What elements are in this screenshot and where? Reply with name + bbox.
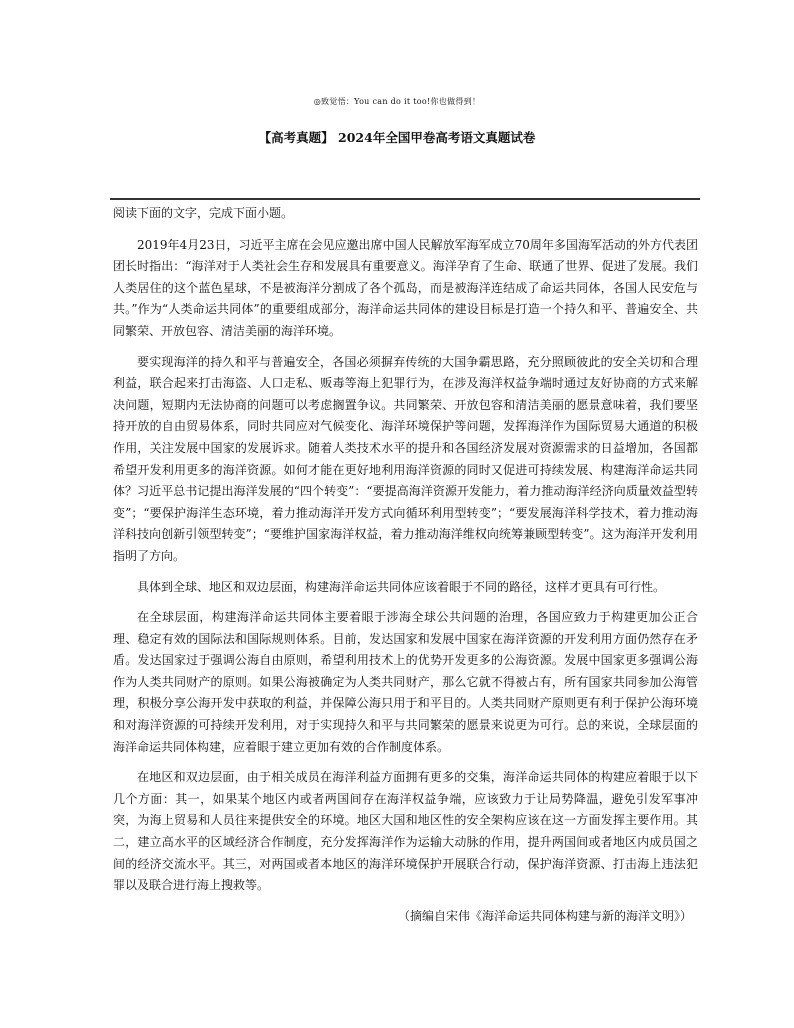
header-note: ◎致觉悟：You can do it too!你也做得到！: [313, 97, 481, 106]
source-citation: （摘编自宋伟《海洋命运共同体构建与新的海洋文明》）: [397, 908, 692, 923]
reading-passage: [113, 203, 698, 927]
instruction-text: 阅读下面的文字，完成下面小题。: [113, 206, 294, 220]
paragraph-3: 具体到全球、地区和双边层面，构建海洋命运共同体应该着眼于不同的路径，这样才更具有可行性。: [137, 579, 666, 594]
paragraph-2: 要实现海洋的持久和平与普遍安全，各国必须摒弃传统的大国争霸思路，充分照顾彼此的安全关切和合理利益，联合起来打击海盗、人口走私、贩毒等海上犯罪行为，在涉及海洋权益争端时通过友好协商的方式来解决问题，短期内无法协商的问题可以考虑搁置争议。共同繁荣、开放包容和清洁美丽的愿景意味着，我们要坚持开放的自由贸易体系，同时共同应对气候变化、海洋环境保护等问题，发挥海洋作为国际贸易大通道的积极作用，关注发展中国家的发展诉求。随着人类技术水平的提升和各国经济发展对资源需求的日益增加，各国都希望开发利用更多的海洋资源。如何才能在更好地利用海洋资源的同时又促进可持续发展、构建海洋命运共同体？习近平总书记提出海洋发展的“四个转变”：“要提高海洋资源开发能力，着力推动海洋经济向质量效益型转变”；“要保护海洋生态环境，着力推动海洋开发方式向循环利用型转变”；“要发展海洋科学技术，着力推动海洋科技向创新引领型转变”；“要维护国家海洋权益，着力推动海洋维权向统筹兼顾型转变”。这为海洋开发利用指明了方向。: [113, 354, 698, 563]
document-title: 【高考真题】 2024年全国甲卷高考语文真题试卷: [258, 130, 536, 145]
paragraph-4: 在全球层面，构建海洋命运共同体主要着眼于涉海全球公共问题的治理，各国应致力于构建更加公正合理、稳定有效的国际法和国际规则体系。目前，发达国家和发展中国家在海洋资源的开发利用方面仍然存在矛盾。发达国家过于强调公海自由原则，希望利用技术上的优势开发更多的公海资源。发展中国家更多强调公海作为人类共同财产的原则。如果公海被确定为人类共同财产，那么它就不得被占有，所有国家共同参加公海管理，积极分享公海开发中获取的利益，并保障公海只用于和平目的。人类共同财产原则更有利于保护公海环境和对海洋资源的可持续开发利用，对于实现持久和平与共同繁荣的愿景来说更为可行。总的来说，全球层面的海洋命运共同体构建，应着眼于建立更加有效的合作制度体系。: [113, 610, 698, 754]
divider-line: [110, 198, 700, 200]
paragraph-1: 2019年4月23日，习近平主席在会见应邀出席中国人民解放军海军成立70周年多国海军活动的外方代表团团长时指出：“海洋对于人类社会生存和发展具有重要意义。海洋孕育了生命、联通了世界、促进了发展。我们人类居住的这个蓝色星球，不是被海洋分割成了各个孤岛，而是被海洋连结成了命运共同体，各国人民安危与共。”作为“人类命运共同体”的重要组成部分，海洋命运共同体的建设目标是打造一个持久和平、普遍安全、共同繁荣、开放包容、清洁美丽的海洋环境。: [113, 237, 698, 338]
paragraph-5: 在地区和双边层面，由于相关成员在海洋利益方面拥有更多的交集，海洋命运共同体的构建应着眼于以下几个方面：其一，如果某个地区内或者两国间存在海洋权益争端，应该致力于让局势降温，避免引发军事冲突，为海上贸易和人员往来提供安全的环境。地区大国和地区性的安全架构应该在这一方面发挥主要作用。其二，建立高水平的区域经济合作制度，充分发挥海洋作为运输大动脉的作用，提升两国间或者地区内成员国之间的经济交流水平。其三，对两国或者本地区的海洋环境保护开展联合行动，保护海洋资源、打击海上违法犯罪以及联合进行海上搜救等。: [113, 770, 698, 893]
